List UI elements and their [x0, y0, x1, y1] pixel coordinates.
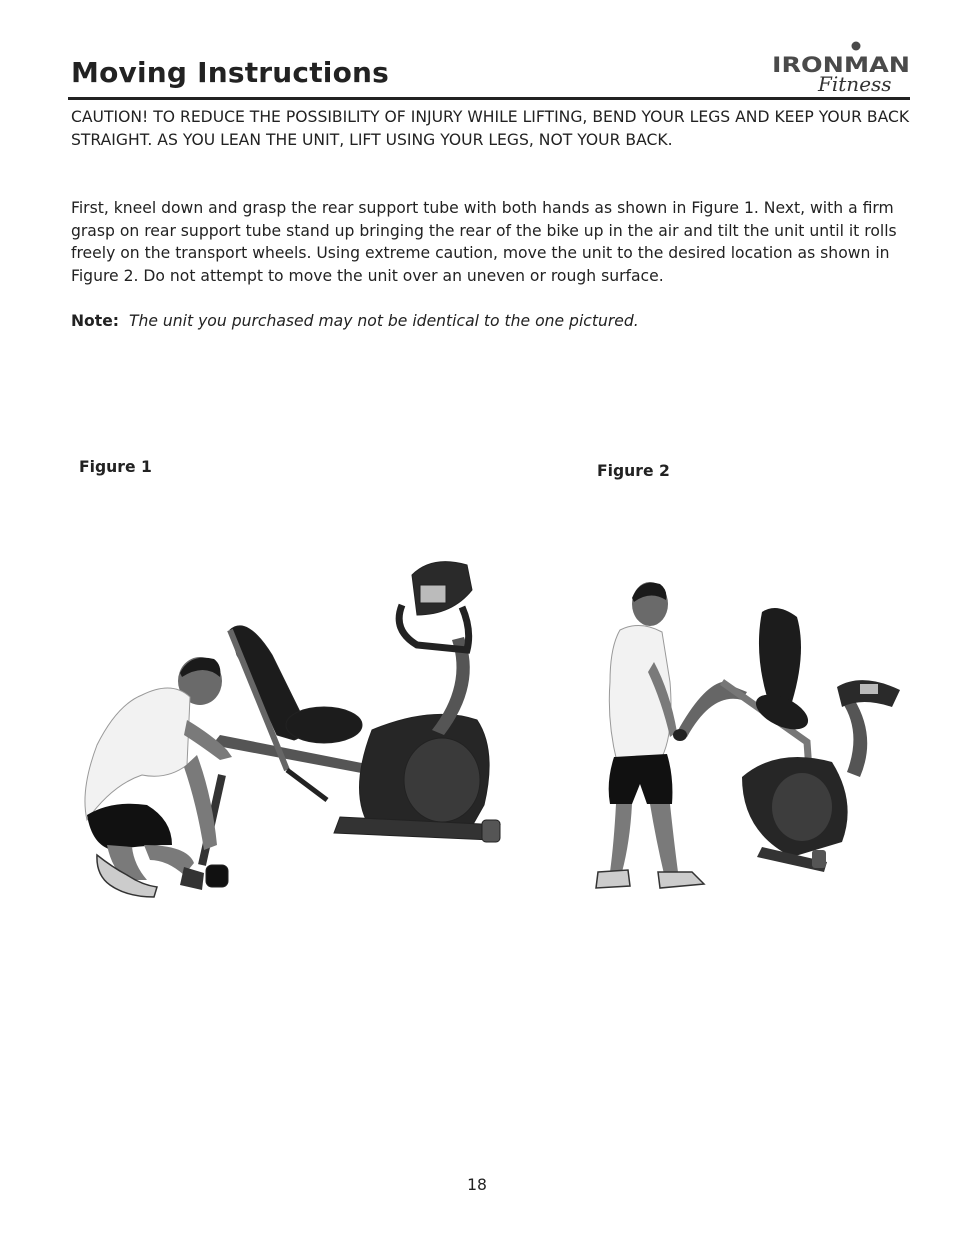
title-underline — [68, 97, 910, 100]
figure-1-photo — [72, 545, 520, 910]
instructions-paragraph: First, kneel down and grasp the rear support tube with both hands as shown in Figure 1. Next, with a firm grasp on rear support tube stand up bringing the rear of the bike up in the air and tilt the unit until it rolls freely on the transport wheels. Using extreme caution, move the unit to the desired location as shown in Figure 2. Do not attempt to move the unit over an uneven or rough surface. — [71, 199, 897, 285]
page-number: 18 — [467, 1176, 487, 1194]
note-label: Note: — [71, 312, 120, 330]
caution-paragraph: CAUTION! TO REDUCE THE POSSIBILITY OF INJURY WHILE LIFTING, BEND YOUR LEGS AND KEEP YOUR BACK STRAIGHT. AS YOU LEAN THE UNIT, LIFT USING YOUR LEGS, NOT YOUR BACK. — [71, 108, 910, 149]
page-title: Moving Instructions — [71, 56, 390, 89]
svg-text:Fitness: Fitness — [818, 72, 892, 95]
figure-1-label: Figure 1 — [79, 458, 152, 476]
note-text: The unit you purchased may not be identical to the one pictured. — [128, 312, 639, 330]
figure-2-label: Figure 2 — [597, 462, 670, 480]
figure-2-photo — [592, 572, 912, 904]
ironman-fitness-logo — [770, 40, 912, 95]
svg-text:IRONMAN: IRONMAN — [772, 53, 910, 77]
note-line — [71, 310, 639, 333]
